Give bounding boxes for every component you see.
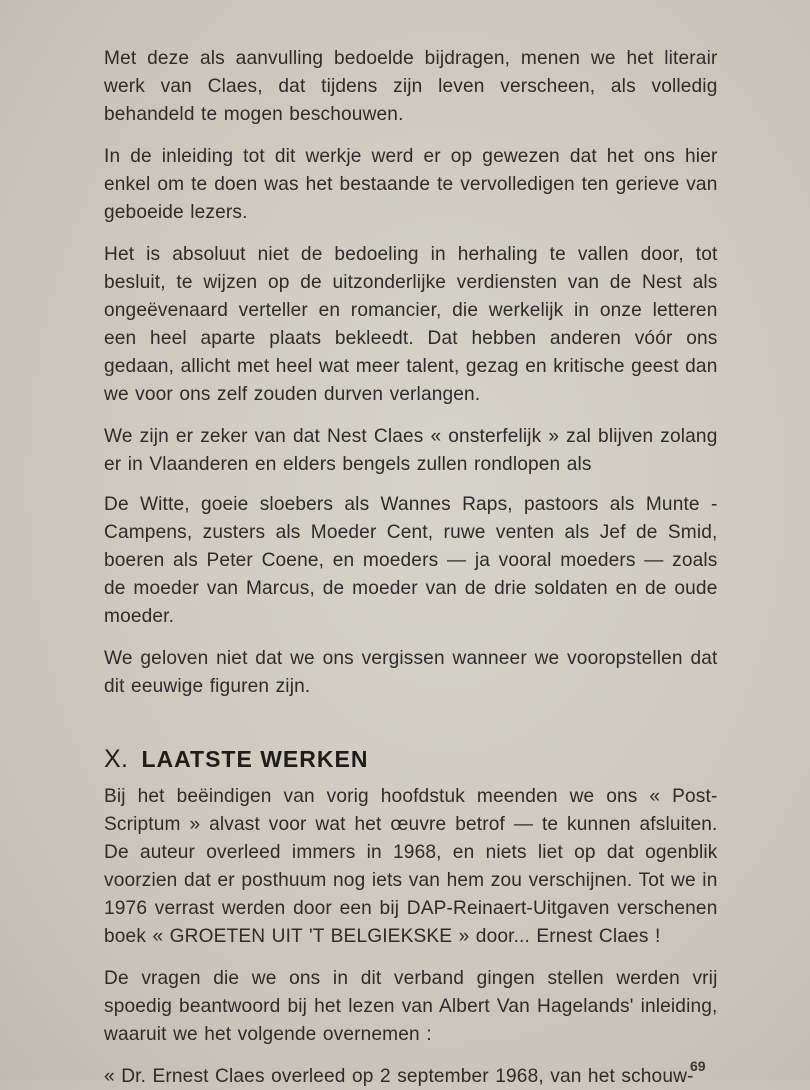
paragraph-supplement-conclusion: Met deze als aanvulling bedoelde bijdragen, menen we het literair werk van Claes, dat tijdens zijn leven verscheen, als volledig behandeld te mogen beschouwen. bbox=[104, 47, 718, 125]
page-number: 69 bbox=[690, 1058, 706, 1074]
book-page bbox=[104, 44, 730, 1090]
paragraph-post-scriptum: Bij het beëindigen van vorig hoofdstuk meenden we ons « Post-Scriptum » alvast voor wat het œuvre betrof — te kunnen afsluiten. De auteur overleed immers in 1968, en niets liet op dat ogenblik voorzien dat er posthuum nog iets van hem zou verschijnen. Tot we in 1976 verrast werden door een bij DAP-Reinaert-Uitgaven verschenen boek « GROETEN UIT 'T BELGIEKSKE » door... Ernest Claes ! bbox=[104, 785, 718, 947]
chapter-number: X. bbox=[104, 745, 129, 773]
paragraph-introduction-reference: In de inleiding tot dit werkje werd er op gewezen dat het ons hier enkel om te doen was het bestaande te vervolledigen ten gerieve van geboeide lezers. bbox=[104, 145, 718, 223]
chapter-title: LAATSTE WERKEN bbox=[141, 746, 369, 772]
paragraph-questions-answered: De vragen die we ons in dit verband gingen stellen werden vrij spoedig beantwoord bij het lezen van Albert Van Hagelands' inleiding, waaruit we het volgende overnemen : bbox=[104, 967, 718, 1045]
paragraph-no-repetition: Het is absoluut niet de bedoeling in herhaling te vallen door, tot besluit, te wijzen op de uitzonderlijke verdiensten van de Nest als ongeëvenaard verteller en romancier, die werkelijk in onze letteren een heel aparte plaats bekleedt. Dat hebben anderen vóór ons gedaan, allicht met heel wat meer talent, gezag en kritische geest dan we voor ons zelf zouden durven verlangen. bbox=[104, 243, 718, 405]
paragraph-characters-list: De Witte, goeie sloebers als Wannes Raps, pastoors als Munte - Campens, zusters als Moeder Cent, ruwe venten als Jef de Smid, boeren als Peter Coene, en moeders — ja vooral moeders — zoals de moeder van Marcus, de moeder van de drie soldaten en de oude moeder. bbox=[104, 493, 718, 627]
chapter-heading bbox=[104, 742, 730, 776]
paragraph-immortal-claes: We zijn er zeker van dat Nest Claes « onsterfelijk » zal blijven zolang er in Vlaanderen en elders bengels zullen rondlopen als bbox=[104, 425, 718, 475]
paragraph-quote-start: « Dr. Ernest Claes overleed op 2 september 1968, van het schouw- bbox=[104, 1065, 694, 1087]
paragraph-eternal-figures: We geloven niet dat we ons vergissen wanneer we vooropstellen dat dit eeuwige figuren zijn. bbox=[104, 647, 718, 697]
